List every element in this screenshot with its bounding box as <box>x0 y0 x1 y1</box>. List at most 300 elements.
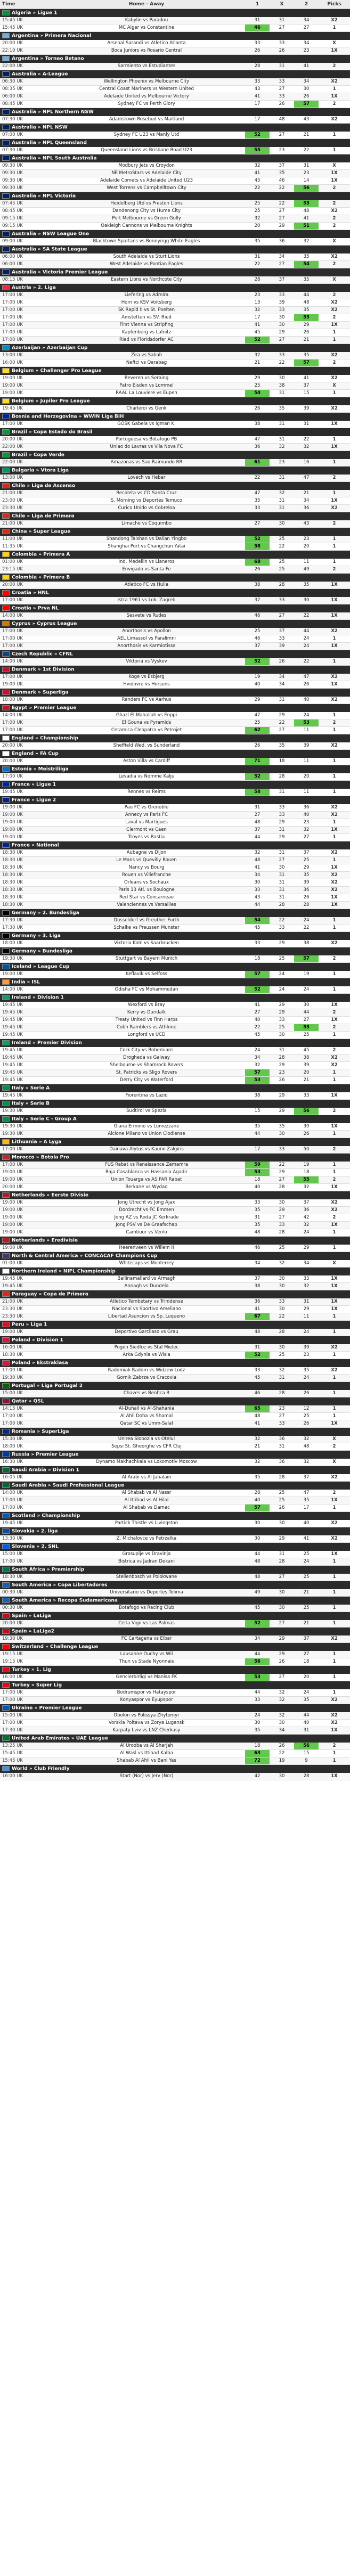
match-row[interactable] <box>0 93 350 101</box>
match-row[interactable] <box>0 1689 350 1697</box>
match-row[interactable] <box>0 215 350 223</box>
match-row[interactable] <box>0 643 350 650</box>
league-title[interactable] <box>0 620 350 628</box>
league-header-row[interactable] <box>0 1527 350 1536</box>
match-row[interactable] <box>0 1605 350 1612</box>
match-row[interactable] <box>0 1024 350 1032</box>
league-name[interactable]: Turkey » 1. Lig <box>12 1667 51 1673</box>
match-row[interactable] <box>0 200 350 208</box>
league-title[interactable] <box>0 1543 350 1551</box>
match-teams-link[interactable]: Shandong Taishan vs Dalian Yingbo <box>48 536 245 543</box>
match-teams-link[interactable]: Longford vs UCD <box>48 1032 245 1039</box>
match-teams-link[interactable]: Aubagne vs Dijon <box>48 849 245 857</box>
league-name[interactable]: South Africa » Premiership <box>12 1567 85 1573</box>
league-title[interactable] <box>0 909 350 918</box>
league-header-row[interactable] <box>0 1252 350 1261</box>
league-title[interactable] <box>0 9 350 18</box>
league-header-row[interactable] <box>0 1735 350 1743</box>
league-header-row[interactable] <box>0 1397 350 1406</box>
match-teams-link[interactable]: Clermont vs Caen <box>48 827 245 834</box>
match-teams-link[interactable]: Grosuplje vs Dravinja <box>48 1551 245 1558</box>
match-row[interactable] <box>0 1092 350 1100</box>
league-title[interactable] <box>0 1512 350 1520</box>
league-name[interactable]: Argentina » Primera Nacional <box>12 33 92 39</box>
league-title[interactable] <box>0 1321 350 1329</box>
league-name[interactable]: Portugal » Liga Portugal 2 <box>12 1383 83 1389</box>
match-teams-link[interactable]: Stellenbosch vs Polokwane <box>48 1574 245 1581</box>
league-title[interactable] <box>0 32 350 40</box>
match-teams-link[interactable]: Envigado vs Santa Fe <box>48 566 245 574</box>
match-row[interactable] <box>0 261 350 268</box>
match-row[interactable] <box>0 1674 350 1681</box>
league-name[interactable]: Switzerland » Challenge League <box>12 1644 99 1650</box>
header-away-prob[interactable]: 2 <box>294 0 319 9</box>
match-row[interactable] <box>0 902 350 909</box>
match-teams-link[interactable]: Bodrumspor vs Hatayspor <box>48 1689 245 1697</box>
league-title[interactable] <box>0 1154 350 1162</box>
match-row[interactable] <box>0 697 350 704</box>
league-title[interactable] <box>0 574 350 582</box>
league-header-row[interactable] <box>0 1628 350 1636</box>
match-row[interactable] <box>0 1558 350 1566</box>
match-teams-link[interactable]: Viktoria Koln vs Saarbrucken <box>48 940 245 947</box>
match-row[interactable] <box>0 1047 350 1054</box>
match-teams-link[interactable]: West Torrens vs Campbelltown City <box>48 185 245 192</box>
match-row[interactable] <box>0 1459 350 1466</box>
league-header-row[interactable] <box>0 963 350 971</box>
match-teams-link[interactable]: Karpaty Lviv vs LNZ Cherkasy <box>48 1727 245 1735</box>
league-name[interactable]: Chile » Liga de Primera <box>12 513 75 519</box>
match-teams-link[interactable]: Genclerbirligi vs Manisa FK <box>48 1674 245 1681</box>
league-header-row[interactable] <box>0 909 350 918</box>
league-name[interactable]: Italy » Serie A <box>12 1085 50 1091</box>
match-teams-link[interactable]: Viktoria vs Vyskov <box>48 658 245 666</box>
league-header-row[interactable] <box>0 154 350 163</box>
match-teams-link[interactable]: Amstetten vs SV. Ried <box>48 314 245 322</box>
league-name[interactable]: Paraguay » Copa de Primera <box>12 1291 88 1297</box>
match-teams-link[interactable]: Bistrica vs Jadran Dekani <box>48 1558 245 1566</box>
league-title[interactable] <box>0 467 350 475</box>
match-teams-link[interactable]: Nacional vs Sportivo Ameliano <box>48 1306 245 1313</box>
league-header-row[interactable] <box>0 604 350 613</box>
league-name[interactable]: Morocco » Botola Pro <box>12 1155 69 1160</box>
league-name[interactable]: Brazil » Copa Verde <box>12 452 64 458</box>
match-teams-link[interactable]: Adelaide Comets vs Adelaide United U23 <box>48 177 245 185</box>
match-teams-link[interactable]: Amazonas vs Sao Raimundo RR <box>48 459 245 467</box>
league-header-row[interactable] <box>0 1191 350 1200</box>
league-name[interactable]: Germany » Bundesliga <box>12 948 72 954</box>
match-teams-link[interactable]: Sarmiento vs Estudiantes <box>48 63 245 70</box>
league-name[interactable]: World » Club Friendly <box>12 1766 70 1772</box>
league-header-row[interactable] <box>0 781 350 789</box>
league-title[interactable] <box>0 70 350 79</box>
match-teams-link[interactable]: Gornik Zabrze vs Cracovia <box>48 1375 245 1382</box>
match-teams-link[interactable]: Anorthosis vs Apollon <box>48 628 245 635</box>
match-row[interactable] <box>0 1589 350 1597</box>
league-header-row[interactable] <box>0 1138 350 1147</box>
league-header-row[interactable] <box>0 1290 350 1299</box>
match-row[interactable] <box>0 497 350 505</box>
league-name[interactable]: Argentina » Torneo Betano <box>12 56 84 62</box>
match-teams-link[interactable]: AEL Limassol vs Paralimni <box>48 635 245 643</box>
league-title[interactable] <box>0 841 350 850</box>
match-row[interactable] <box>0 1420 350 1428</box>
league-header-row[interactable] <box>0 284 350 292</box>
header-match[interactable]: Home - Away <box>48 0 245 9</box>
league-title[interactable] <box>0 1643 350 1651</box>
match-teams-link[interactable]: Laval vs Martigues <box>48 819 245 827</box>
match-row[interactable] <box>0 773 350 781</box>
match-teams-link[interactable]: Shelbourne vs Shamrock Rovers <box>48 1062 245 1069</box>
league-title[interactable] <box>0 1039 350 1048</box>
league-title[interactable] <box>0 1482 350 1490</box>
match-teams-link[interactable]: Al Ittihad vs Al Hilal <box>48 1497 245 1504</box>
league-header-row[interactable] <box>0 428 350 437</box>
match-teams-link[interactable]: Pau FC vs Grenoble <box>48 804 245 812</box>
match-teams-link[interactable]: Heidelberg Utd vs Preston Lions <box>48 200 245 208</box>
league-name[interactable]: Spain » LaLiga2 <box>12 1629 54 1634</box>
league-header-row[interactable] <box>0 1612 350 1621</box>
match-row[interactable] <box>0 1260 350 1267</box>
league-header-row[interactable] <box>0 451 350 460</box>
match-teams-link[interactable]: Ballinamallard vs Armagh <box>48 1275 245 1283</box>
match-row[interactable] <box>0 337 350 344</box>
match-teams-link[interactable]: Ried vs Floridsdorfer AC <box>48 337 245 344</box>
match-row[interactable] <box>0 116 350 124</box>
match-teams-link[interactable]: Horn vs KSV Voitsberg <box>48 299 245 307</box>
league-title[interactable] <box>0 1382 350 1391</box>
league-title[interactable] <box>0 1115 350 1124</box>
league-title[interactable] <box>0 1451 350 1459</box>
league-header-row[interactable] <box>0 1084 350 1093</box>
match-row[interactable] <box>0 132 350 139</box>
match-row[interactable] <box>0 1062 350 1069</box>
match-row[interactable] <box>0 1199 350 1207</box>
match-row[interactable] <box>0 1222 350 1229</box>
match-row[interactable] <box>0 405 350 413</box>
league-name[interactable]: Northern Ireland » NIFL Championship <box>12 1269 116 1274</box>
match-row[interactable] <box>0 872 350 879</box>
league-name[interactable]: Peru » Liga 1 <box>12 1322 47 1328</box>
match-teams-link[interactable]: Drogheda vs Galway <box>48 1054 245 1062</box>
match-row[interactable] <box>0 490 350 497</box>
league-title[interactable] <box>0 1359 350 1368</box>
header-draw-prob[interactable]: X <box>270 0 294 9</box>
match-row[interactable] <box>0 1551 350 1558</box>
match-teams-link[interactable]: Recoleta vs CD Santa Cruz <box>48 490 245 497</box>
league-title[interactable] <box>0 124 350 132</box>
league-header-row[interactable] <box>0 666 350 674</box>
league-name[interactable]: Germany » 3. Liga <box>12 933 61 939</box>
league-title[interactable] <box>0 963 350 971</box>
match-row[interactable] <box>0 1313 350 1321</box>
league-title[interactable] <box>0 230 350 239</box>
league-title[interactable] <box>0 1191 350 1200</box>
match-teams-link[interactable]: NE MetroStars vs Adelaide City <box>48 170 245 177</box>
league-title[interactable] <box>0 246 350 254</box>
league-name[interactable]: Australia » SA State League <box>12 247 87 252</box>
match-row[interactable] <box>0 1032 350 1039</box>
match-teams-link[interactable]: Anorthosis vs Karmiotissa <box>48 643 245 650</box>
match-row[interactable] <box>0 1214 350 1222</box>
league-header-row[interactable] <box>0 1704 350 1713</box>
match-teams-link[interactable]: Shanghai Port vs Changchun Yatai <box>48 543 245 551</box>
league-header-row[interactable] <box>0 978 350 987</box>
match-teams-link[interactable]: Wellington Phoenix vs Melbourne City <box>48 78 245 86</box>
match-row[interactable] <box>0 520 350 528</box>
match-row[interactable] <box>0 612 350 620</box>
league-header-row[interactable] <box>0 1336 350 1345</box>
match-teams-link[interactable]: Lausanne Ouchy vs Wil <box>48 1651 245 1658</box>
match-teams-link[interactable]: Berkane vs Wydad <box>48 1184 245 1191</box>
league-header-row[interactable] <box>0 1267 350 1276</box>
league-header-row[interactable] <box>0 841 350 850</box>
match-row[interactable] <box>0 1658 350 1666</box>
league-header-row[interactable] <box>0 1543 350 1551</box>
match-row[interactable] <box>0 436 350 444</box>
league-name[interactable]: Australia » NPL Victoria <box>12 193 76 199</box>
league-header-row[interactable] <box>0 1566 350 1574</box>
league-name[interactable]: Netherlands » Eredivisie <box>12 1238 78 1244</box>
league-header-row[interactable] <box>0 689 350 697</box>
match-teams-link[interactable]: Kapfenberg vs Lafnitz <box>48 329 245 337</box>
league-header-row[interactable] <box>0 1100 350 1108</box>
match-teams-link[interactable]: MC Alger vs Constantine <box>48 24 245 32</box>
match-row[interactable] <box>0 628 350 635</box>
league-title[interactable] <box>0 1290 350 1299</box>
league-name[interactable]: Saudi Arabia » Saudi Professional League <box>12 1483 125 1489</box>
match-teams-link[interactable]: Whitecaps vs Monterrey <box>48 1260 245 1267</box>
league-name[interactable]: Denmark » 1st Division <box>12 667 75 673</box>
match-teams-link[interactable]: Cobh Ramblers vs Athlone <box>48 1024 245 1032</box>
match-row[interactable] <box>0 925 350 932</box>
league-header-row[interactable] <box>0 932 350 941</box>
league-header-row[interactable] <box>0 1359 350 1368</box>
match-teams-link[interactable]: Giana Erminio vs Lumezzane <box>48 1123 245 1131</box>
league-header-row[interactable] <box>0 1428 350 1436</box>
match-teams-link[interactable]: Cork City vs Bohemians <box>48 1047 245 1054</box>
league-header-row[interactable] <box>0 397 350 406</box>
match-teams-link[interactable]: Start (Nor) vs Jerv (Nor) <box>48 1773 245 1780</box>
league-header-row[interactable] <box>0 947 350 956</box>
match-teams-link[interactable]: Dusseldorf vs Greuther Furth <box>48 917 245 925</box>
league-name[interactable]: Cyprus » Cyprus League <box>12 621 77 627</box>
league-name[interactable]: Australia » NPL Northern NSW <box>12 109 94 115</box>
match-teams-link[interactable]: Limache vs Coquimbo <box>48 520 245 528</box>
match-row[interactable] <box>0 1436 350 1443</box>
match-row[interactable] <box>0 879 350 887</box>
league-name[interactable]: Russia » Premier League <box>12 1452 79 1458</box>
league-name[interactable]: Ireland » Division 1 <box>12 995 64 1001</box>
league-header-row[interactable] <box>0 467 350 475</box>
league-title[interactable] <box>0 978 350 987</box>
match-teams-link[interactable]: Konyaspor vs Eyupspor <box>48 1697 245 1704</box>
match-row[interactable] <box>0 314 350 322</box>
match-row[interactable] <box>0 566 350 574</box>
league-name[interactable]: Slovakia » 2. liga <box>12 1528 58 1534</box>
league-name[interactable]: Colombia » Primera A <box>12 552 70 558</box>
league-name[interactable]: Australia » Victoria Premier League <box>12 269 108 275</box>
league-name[interactable]: Australia » NPL NSW <box>12 125 68 130</box>
league-title[interactable] <box>0 704 350 713</box>
match-row[interactable] <box>0 185 350 192</box>
match-teams-link[interactable]: West Adelaide vs Pontian Eagles <box>48 261 245 268</box>
league-title[interactable] <box>0 551 350 559</box>
league-header-row[interactable] <box>0 1482 350 1490</box>
league-name[interactable]: France » Ligue 2 <box>12 797 56 803</box>
league-title[interactable] <box>0 397 350 406</box>
match-teams-link[interactable]: Le Mans vs Quevilly Rouen <box>48 857 245 864</box>
match-teams-link[interactable]: Lovech vs Hebar <box>48 475 245 482</box>
match-row[interactable] <box>0 1757 350 1765</box>
match-teams-link[interactable]: Cambuur vs Venlo <box>48 1229 245 1237</box>
match-row[interactable] <box>0 955 350 963</box>
match-teams-link[interactable]: Sepsi St. Gheorghe vs CFR Cluj <box>48 1443 245 1451</box>
match-teams-link[interactable]: Eastern Lions vs Northcote City <box>48 276 245 284</box>
league-header-row[interactable] <box>0 620 350 628</box>
match-row[interactable] <box>0 712 350 719</box>
match-row[interactable] <box>0 24 350 32</box>
match-row[interactable] <box>0 1574 350 1581</box>
match-teams-link[interactable]: Sudtirol vs Spezia <box>48 1108 245 1115</box>
match-row[interactable] <box>0 505 350 512</box>
match-row[interactable] <box>0 47 350 55</box>
league-title[interactable] <box>0 1527 350 1536</box>
league-header-row[interactable] <box>0 482 350 490</box>
match-teams-link[interactable]: Kabylie vs Paradou <box>48 17 245 24</box>
match-row[interactable] <box>0 536 350 543</box>
match-row[interactable] <box>0 475 350 482</box>
match-teams-link[interactable]: El Gouna vs Pyramids <box>48 719 245 727</box>
match-row[interactable] <box>0 86 350 93</box>
league-title[interactable] <box>0 528 350 536</box>
match-teams-link[interactable]: Kerry vs Dundalk <box>48 1009 245 1017</box>
match-teams-link[interactable]: Blacktown Spartans vs Bonnyrigg White Eagles <box>48 238 245 246</box>
league-title[interactable] <box>0 192 350 201</box>
match-row[interactable] <box>0 582 350 589</box>
match-row[interactable] <box>0 1298 350 1306</box>
league-header-row[interactable] <box>0 1765 350 1773</box>
league-title[interactable] <box>0 413 350 421</box>
match-row[interactable] <box>0 1352 350 1359</box>
league-header-row[interactable] <box>0 70 350 79</box>
league-title[interactable] <box>0 1466 350 1475</box>
league-header-row[interactable] <box>0 367 350 375</box>
match-teams-link[interactable]: Odisha FC vs Mohammedan <box>48 986 245 994</box>
match-row[interactable] <box>0 940 350 947</box>
match-row[interactable] <box>0 1275 350 1283</box>
match-row[interactable] <box>0 1443 350 1451</box>
match-teams-link[interactable]: Union Touarga vs AS FAR Rabat <box>48 1176 245 1184</box>
match-row[interactable] <box>0 559 350 566</box>
match-row[interactable] <box>0 1620 350 1628</box>
match-teams-link[interactable]: Uniao do Lavras vs Vila Nova FC <box>48 444 245 451</box>
match-row[interactable] <box>0 658 350 666</box>
league-header-row[interactable] <box>0 1382 350 1391</box>
league-name[interactable]: Algeria » Ligue 1 <box>12 10 58 16</box>
league-title[interactable] <box>0 451 350 460</box>
league-title[interactable] <box>0 482 350 490</box>
match-row[interactable] <box>0 674 350 681</box>
match-teams-link[interactable]: Liefering vs Admira <box>48 292 245 299</box>
match-row[interactable] <box>0 276 350 284</box>
match-row[interactable] <box>0 1520 350 1527</box>
match-teams-link[interactable]: Rennes vs Reims <box>48 789 245 796</box>
match-teams-link[interactable]: Portuguesa vs Botafogo PB <box>48 436 245 444</box>
league-header-row[interactable] <box>0 650 350 659</box>
match-row[interactable] <box>0 1131 350 1138</box>
match-row[interactable] <box>0 887 350 894</box>
match-row[interactable] <box>0 1207 350 1214</box>
match-row[interactable] <box>0 1750 350 1757</box>
league-header-row[interactable] <box>0 1512 350 1520</box>
league-title[interactable] <box>0 512 350 521</box>
match-teams-link[interactable]: Alcione Milano vs Union Clodiense <box>48 1131 245 1138</box>
match-teams-link[interactable]: Levadia vs Nomme Kalju <box>48 773 245 781</box>
match-teams-link[interactable]: Dordrecht vs FC Emmen <box>48 1207 245 1214</box>
match-row[interactable] <box>0 352 350 359</box>
match-teams-link[interactable]: Keflavik vs Selfoss <box>48 971 245 978</box>
league-header-row[interactable] <box>0 589 350 598</box>
match-row[interactable] <box>0 971 350 978</box>
league-header-row[interactable] <box>0 139 350 148</box>
league-title[interactable] <box>0 1597 350 1605</box>
league-name[interactable]: Bosnia and Herzegovina » WWIN Liga BiH <box>12 414 124 420</box>
match-row[interactable] <box>0 1283 350 1290</box>
match-teams-link[interactable]: Curico Unido vs Cobreloa <box>48 505 245 512</box>
match-row[interactable] <box>0 1306 350 1313</box>
league-title[interactable] <box>0 154 350 163</box>
match-teams-link[interactable]: Treaty United vs Finn Harps <box>48 1017 245 1024</box>
match-teams-link[interactable]: Annecy vs Paris FC <box>48 812 245 819</box>
league-name[interactable]: Austria » 2. Liga <box>12 285 56 291</box>
league-title[interactable] <box>0 994 350 1002</box>
league-title[interactable] <box>0 284 350 292</box>
match-row[interactable] <box>0 1017 350 1024</box>
league-title[interactable] <box>0 1612 350 1621</box>
league-title[interactable] <box>0 650 350 659</box>
league-title[interactable] <box>0 1237 350 1245</box>
match-teams-link[interactable]: Koge vs Esbjerg <box>48 674 245 681</box>
match-row[interactable] <box>0 329 350 337</box>
match-row[interactable] <box>0 421 350 428</box>
league-header-row[interactable] <box>0 192 350 201</box>
league-name[interactable]: Poland » Ekstraklasa <box>12 1360 68 1366</box>
match-teams-link[interactable]: Chaves vs Benfica B <box>48 1390 245 1397</box>
match-row[interactable] <box>0 827 350 834</box>
match-teams-link[interactable]: St. Patricks vs Sligo Rovers <box>48 1069 245 1077</box>
league-name[interactable]: South America » Recopa Sudamericana <box>12 1598 118 1604</box>
league-title[interactable] <box>0 1428 350 1436</box>
league-header-row[interactable] <box>0 55 350 63</box>
match-teams-link[interactable]: FUS Rabat vs Renaissance Zemamra <box>48 1162 245 1169</box>
match-row[interactable] <box>0 170 350 177</box>
league-title[interactable] <box>0 1666 350 1674</box>
league-name[interactable]: Romania » SuperLiga <box>12 1429 69 1435</box>
match-row[interactable] <box>0 1184 350 1191</box>
match-teams-link[interactable]: Ceramica Cleopatra vs Petrojet <box>48 727 245 734</box>
match-teams-link[interactable]: Beveren vs Seraing <box>48 375 245 382</box>
match-row[interactable] <box>0 1162 350 1169</box>
league-title[interactable] <box>0 344 350 353</box>
league-header-row[interactable] <box>0 1154 350 1162</box>
match-teams-link[interactable]: Derry City vs Waterford <box>48 1077 245 1084</box>
match-row[interactable] <box>0 1069 350 1077</box>
header-home-prob[interactable]: 1 <box>245 0 270 9</box>
league-header-row[interactable] <box>0 1115 350 1124</box>
match-teams-link[interactable]: Atletico FC vs Huila <box>48 582 245 589</box>
match-row[interactable] <box>0 78 350 86</box>
